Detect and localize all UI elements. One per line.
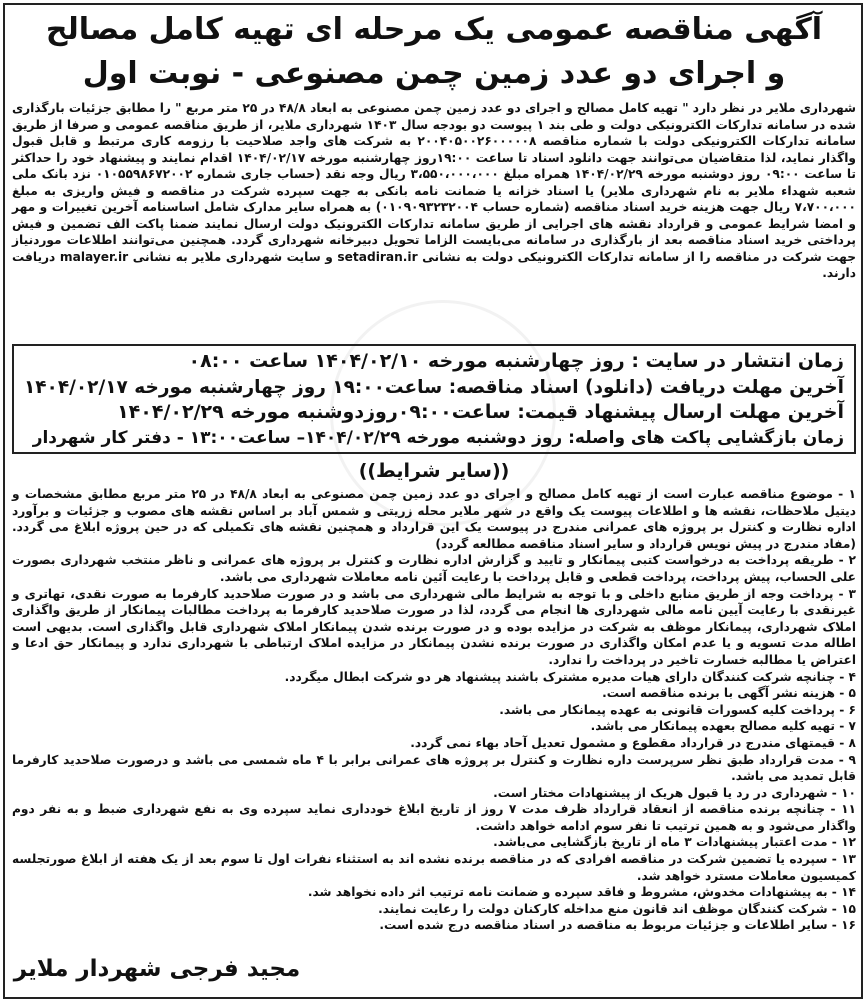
condition-item: ۱۳ - سپرده یا تضمین شرکت در مناقصه افرادی که در مناقصه برنده نشده اند به استثناء نفرات اول تا سوم بعد از یک هفته از ابلاغ صورتجلسه کمیسیون معاملات مسترد خواهد شد. bbox=[12, 852, 856, 883]
condition-item: ۵ - هزینه نشر آگهی با برنده مناقصه است. bbox=[602, 686, 856, 701]
condition-item: ۷ - تهیه کلیه مصالح بعهده پیمانکار می باشد. bbox=[590, 719, 856, 734]
opening-date: زمان بازگشایی پاکت های واصله: روز دوشنبه مورخه ۱۴۰۴/۰۲/۲۹– ساعت۱۳:۰۰ - دفتر کار شهردار bbox=[32, 427, 844, 448]
conditions-list bbox=[12, 486, 856, 934]
condition-item: ۹ - مدت قرارداد طبق نظر سرپرست داره نظارت و کنترل بر پروژه های عمرانی برابر با ۴ ماه شمسی می باشد و درصورت صلاحدید کارفرما قابل تمدید می باشد. bbox=[12, 752, 856, 784]
condition-item: ۱ - موضوع مناقصه عبارت است از تهیه کامل مصالح و اجرای دو عدد زمین چمن مصنوعی به ابعاد ۴۸/۸ در ۲۵ متر مربع مطابق مشخصات و دیتیل ملاحظات، نقشه ها و اطلاعات پیوست یک واقع در شهر ملایر محله زریتی و شمس آباد بر اساس نقشه های مصوب و جزئیات و برآورد اداره نظارت و کنترل بر پروژه های عمرانی مندرج در پیوست یک این قرارداد و همچنین نقشه های تکمیلی که در حین پروژه ابلاغ می گردد. (مفاد مندرج در پیش نویس قرارداد و سایر اسناد مناقصه مطالعه گردد) bbox=[12, 487, 856, 551]
conditions-heading: ((سایر شرایط)) bbox=[358, 460, 510, 482]
condition-item: ۱۵ - شرکت کنندگان موظف اند قانون منع مداخله کارکنان دولت را رعایت نمایند. bbox=[378, 901, 856, 916]
schedule-box bbox=[12, 344, 856, 454]
condition-item: ۱۲ - مدت اعتبار پیشنهادات ۳ ماه از تاریخ بازگشایی می‌باشد. bbox=[493, 835, 856, 850]
condition-item: ۱۴ - به پیشنهادات مخدوش، مشروط و فاقد سپرده و ضمانت نامه ترتیب اثر داده نخواهد شد. bbox=[307, 885, 856, 900]
condition-item: ۲ - طریقه پرداخت به درخواست کتبی پیمانکار و تایید و گزارش اداره نظارت و کنترل بر پروژه های عمرانی و ناظر منتخب شهرداری بصورت علی الحساب، پیش پرداخت، پرداخت قطعی و قابل پرداخت با رعایت آئین نامه معاملات شهرداری می باشد. bbox=[12, 553, 856, 584]
download-deadline: آخرین مهلت دریافت (دانلود) اسناد مناقصه: ساعت۱۹:۰۰ روز چهارشنبه مورخه ۱۴۰۴/۰۲/۱۷ bbox=[23, 376, 844, 398]
condition-item: ۱۱ - چنانچه برنده مناقصه از انعقاد قرارداد ظرف مدت ۷ روز از تاریخ ابلاغ خودداری نماید سپرده وی به نفع شهرداری ضبط و به نفر دوم واگذار می‌شود و به همین ترتیب تا نفر سوم ادامه خواهد داشت. bbox=[12, 802, 856, 833]
notice-title-line-1: آگهی مناقصه عمومی یک مرحله ای تهیه کامل مصالح bbox=[45, 12, 823, 47]
condition-item: ۱۶ - سایر اطلاعات و جزئیات مربوط به مناقصه در اسناد مناقصه درج شده است. bbox=[379, 918, 856, 933]
mayor-signature: مجید فرجی شهردار ملایر bbox=[13, 956, 301, 982]
condition-item: ۶ - پرداخت کلیه کسورات قانونی به عهده پیمانکار می باشد. bbox=[499, 702, 856, 717]
notice-title-line-2: و اجرای دو عدد زمین چمن مصنوعی - نوبت اول bbox=[82, 56, 786, 91]
intro-paragraph: شهرداری ملایر در نظر دارد " تهیه کامل مصالح و اجرای دو عدد زمین چمن مصنوعی به ابعاد ۴۸/۸ در ۲۵ متر مربع " را مطابق جزئیات بارگذاری شده در سامانه تدارکات الکترونیکی دولت و طی بند ۱ پیوست دو بودجه سال ۱۴۰۳ شهرداری ملایر، از طریق مناقصه عمومی و صرفا از طریق سامانه تدارکات الکترونیکی دولت با شماره مناقصه ۲۰۰۴۰۵۰۰۲۶۰۰۰۰۰۸ به شرکت های واجد صلاحیت با رزومه کاری مرتبط و قابل قبول واگذار نماید، لذا متقاضیان می‌توانند جهت دانلود اسناد تا ساعت ۱۹:۰۰روز چهارشنبه مورخه ۱۴۰۴/۰۲/۱۷ اقدام نمایند و پیشنهاد خود را حداکثر تا ساعت ۰۹:۰۰ روز دوشنبه مورخه ۱۴۰۴/۰۲/۲۹ همراه مبلغ ۳،۵۵۰،۰۰۰،۰۰۰ ریال وجه نقد (حساب جاری شماره ۰۱۰۵۵۹۸۶۷۲۰۰۲ نزد بانک ملی شعبه شهداء ملایر به نام شهرداری ملایر) یا اسناد خزانه یا ضمانت نامه بانکی به جهت سپرده شرکت در مناقصه و فیش واریزی به مبلغ ۷،۷۰۰،۰۰۰ ریال جهت هزینه خرید اسناد مناقصه (شماره حساب ۰۱۰۹۰۹۳۲۳۲۰۰۴) به همراه سایر مدارک شامل اساسنامه آخرین تغییرات و مهر و امضا شرایط عمومی و قرارداد نقشه های اجرایی از طریق سامانه تدارکات الکترونیک دولت ارسال نمایند ضمنا پاکت الف تضمین و فیش پرداختی خرید اسناد مناقصه بعد از بارگذاری در سامانه می‌بایست الزاما تحویل دبیرخانه شهرداری گردد. همچنین می‌توانند اطلاعات موردنیاز جهت شرکت در مناقصه را از سامانه تدارکات الکترونیکی دولت به نشانی setadiran.ir و سایت شهرداری ملایر به نشانی malayer.ir دریافت دارند. bbox=[12, 101, 857, 280]
condition-item: ۸ - قیمتهای مندرج در قرارداد مقطوع و مشمول تعدیل آحاد بهاء نمی گردد. bbox=[410, 735, 856, 750]
submission-deadline: آخرین مهلت ارسال پیشنهاد قیمت: ساعت۰۹:۰۰روزدوشنبه مورخه ۱۴۰۴/۰۲/۲۹ bbox=[117, 401, 844, 423]
condition-item: ۱۰ - شهرداری در رد یا قبول هریک از پیشنهادات مختار است. bbox=[493, 785, 856, 800]
publish-date: زمان انتشار در سایت : روز چهارشنبه مورخه ۱۴۰۴/۰۲/۱۰ ساعت ۰۸:۰۰ bbox=[188, 350, 844, 372]
condition-item: ۴ - چنانچه شرکت کنندگان دارای هیات مدیره مشترک باشند پیشنهاد هر دو شرکت ابطال میگردد. bbox=[284, 669, 856, 684]
condition-item: ۳ - پرداخت وجه از طریق منابع داخلی و با توجه به شرایط مالی شهرداری می باشد و در صورت صلاحدید کارفرما به صورت نقدی، تهاتری و غیرنقدی با رعایت آیین نامه مالی شهرداری ها انجام می گردد، لذا در صورت صلاحدید کارفرما به پرداخت مطالبات پیمانکار از طریق واگذاری املاک شهرداری، پیمانکار موظف به شرکت در مزایده بوده و در صورت برنده شدن پیمانکار املاک شهرداری قابل واگذاری است. بدیهی است اطاله مدت تسویه و یا عدم امکان واگذاری در صورت برنده نشدن پیمانکار در مزایده املاک ارتباطی با شهرداری ندارد و پیمانکار حق ادعا و اعتراض یا مطالبه خسارت تاخیر در پرداخت را ندارد. bbox=[12, 586, 856, 667]
